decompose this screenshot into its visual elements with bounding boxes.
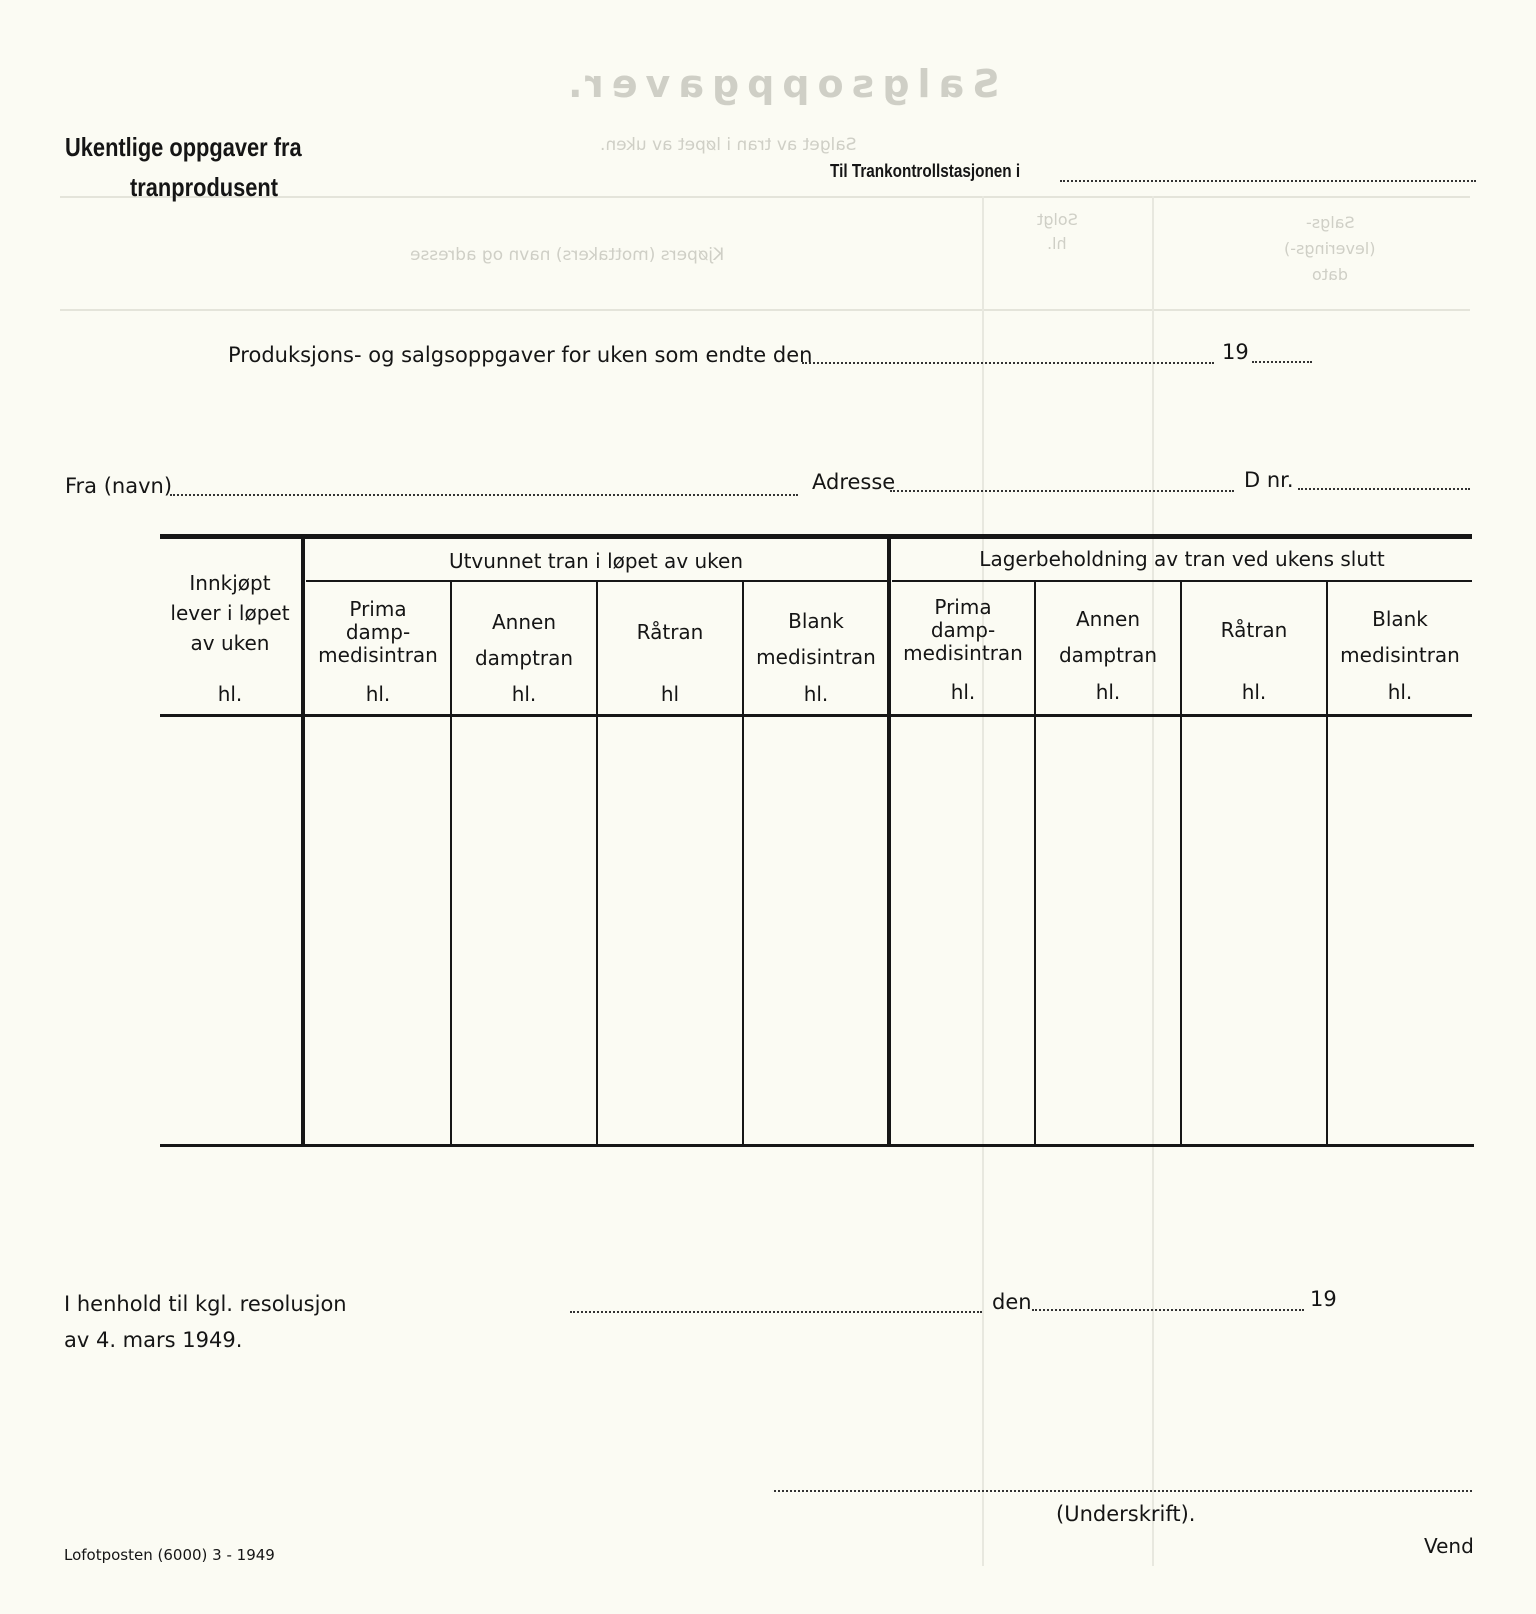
unit-produced-prima: hl. [365, 682, 391, 706]
turn-over-label: Vend [1424, 1534, 1474, 1558]
col-header-stock-ratran: Råtran [1220, 618, 1288, 642]
col-header-produced-annen: Annen damptran [474, 610, 574, 670]
entry-cell-stock-ratran[interactable] [1182, 718, 1326, 1142]
form-title-line1: Ukentlige oppgaver fra [65, 132, 302, 162]
col-header-produced-prima: Prima damp- medisintran [318, 597, 438, 667]
ghost-sold-header: Solgt [1036, 210, 1078, 229]
unit-stock-ratran: hl. [1241, 680, 1267, 704]
unit-produced-blank: hl. [803, 682, 829, 706]
unit-stock-annen: hl. [1095, 680, 1121, 704]
ghost-title: Salgsoppgaver. [560, 62, 1000, 106]
unit-purchased: hl. [217, 682, 243, 706]
unit-stock-blank: hl. [1387, 680, 1413, 704]
printer-imprint: Lofotposten (6000) 3 - 1949 [64, 1546, 275, 1564]
place-field[interactable] [570, 1311, 982, 1313]
date-label: den [992, 1290, 1032, 1314]
entry-cell-produced-ratran[interactable] [598, 718, 742, 1142]
entry-cell-produced-prima[interactable] [306, 718, 450, 1142]
sender-address-label: Adresse [812, 470, 896, 494]
sender-address-field[interactable] [890, 490, 1234, 492]
entry-cell-stock-annen[interactable] [1036, 718, 1180, 1142]
date-field[interactable] [1032, 1309, 1304, 1311]
group-header-produced: Utvunnet tran i løpet av uken [448, 549, 744, 573]
legal-line2: av 4. mars 1949. [64, 1328, 243, 1352]
form-title-line2: tranprodusent [130, 172, 279, 202]
week-date-field[interactable] [802, 362, 1214, 364]
entry-cell-produced-blank[interactable] [744, 718, 886, 1142]
ghost-subtitle: Salget av tran i løpet av uken. [600, 135, 857, 155]
signature-label: (Underskrift). [1056, 1502, 1196, 1526]
ghost-buyer-header: Kjøpers (mottakers) navn og adresse [410, 245, 725, 265]
col-header-stock-annen: Annen damptran [1058, 607, 1158, 667]
sender-name-field[interactable] [170, 494, 798, 496]
week-year-field[interactable] [1252, 361, 1312, 363]
unit-produced-annen: hl. [511, 682, 537, 706]
table-top-rule [160, 534, 1472, 539]
col-header-stock-prima: Prima damp- medisintran [903, 595, 1023, 665]
entry-cell-stock-blank[interactable] [1328, 718, 1472, 1142]
date-year-prefix: 19 [1310, 1287, 1337, 1311]
entry-cell-stock-prima[interactable] [892, 718, 1034, 1142]
ghost-date-header: Salgs- [1305, 213, 1355, 232]
week-year-prefix: 19 [1222, 340, 1249, 364]
col-header-stock-blank: Blank medisintran [1340, 607, 1460, 667]
col-header-purchased: Innkjøpt lever i løpet av uken [170, 571, 290, 655]
unit-produced-ratran: hl [660, 682, 680, 706]
table-bottom-rule [160, 1144, 1474, 1147]
sender-dnr-field[interactable] [1298, 488, 1470, 490]
table-header-rule [160, 714, 1472, 717]
entry-cell-purchased[interactable] [160, 718, 300, 1142]
week-label: Produksjons- og salgsoppgaver for uken som endte den [228, 343, 813, 367]
sender-dnr-label: D nr. [1244, 468, 1294, 492]
recipient-label: Til Trankontrollstasjonen i [830, 161, 1021, 181]
recipient-field[interactable] [1060, 180, 1476, 182]
entry-cell-produced-annen[interactable] [452, 718, 596, 1142]
group-header-stock: Lagerbeholdning av tran ved ukens slutt [979, 547, 1385, 571]
col-header-produced-blank: Blank medisintran [756, 609, 876, 669]
col-header-produced-ratran: Råtran [636, 620, 704, 644]
legal-line1: I henhold til kgl. resolusjon [64, 1292, 347, 1316]
sender-name-label: Fra (navn) [65, 474, 173, 498]
signature-field[interactable] [774, 1490, 1472, 1492]
unit-stock-prima: hl. [950, 680, 976, 704]
